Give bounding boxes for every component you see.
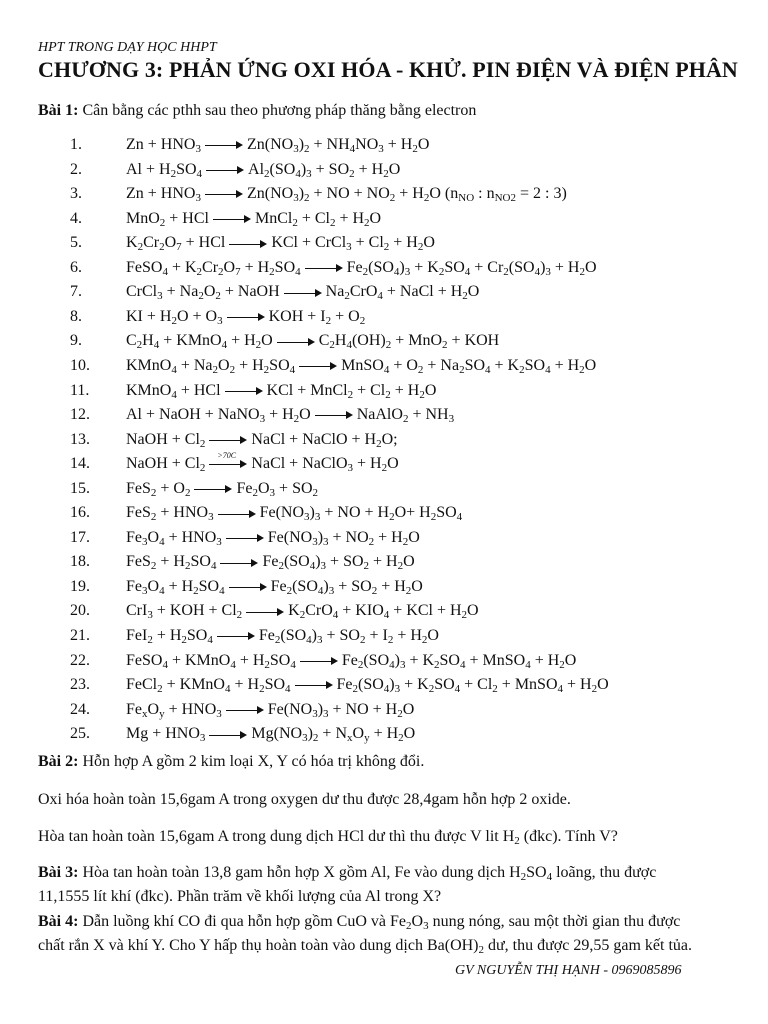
exercise-4-line2-b: dư, thu được 29,55 gam kết tủa.	[484, 937, 692, 954]
equation-number: 2.	[70, 160, 82, 178]
equation-text	[126, 725, 415, 743]
reaction-arrow-icon	[206, 165, 244, 175]
formula-text: $Na_2CrO_4$ + NaCl + $H_2O$	[325, 283, 480, 303]
reaction-arrow-icon	[226, 533, 264, 543]
formula-text: $FeS_2 + H_2SO_4$	[126, 553, 217, 573]
formula-text: $Fe(NO_3)_3 + NO_2 + H_2O$	[267, 528, 420, 548]
formula-text: FeSO$_4$ + KMnO$_4$ + $H_2SO_4$	[126, 651, 296, 671]
equation-number: 10.	[70, 356, 90, 374]
formula-text: $FeI_2 + H_2SO_4$	[126, 627, 213, 646]
equation-number: 3.	[70, 185, 82, 203]
equation-text	[126, 652, 576, 670]
equation-text	[126, 234, 435, 252]
equation-text	[126, 161, 400, 179]
reaction-arrow-icon	[229, 239, 267, 249]
reaction-arrow-icon	[229, 582, 267, 592]
reaction-arrow-icon	[305, 263, 343, 273]
chapter-title: CHƯƠNG 3: PHẢN ỨNG OXI HÓA - KHỬ. PIN ĐIỆN VÀ ĐIỆN PHÂN	[38, 57, 738, 82]
equation-number: 1.	[70, 136, 82, 153]
exercise-2-line3-a: Hòa tan hoàn toàn 15,6gam A trong dung dịch HCl dư thì thu được V lit H	[38, 828, 515, 845]
equation-text	[126, 529, 420, 547]
formula-text: $Zn(NO_3)_2$ + NO + $NO_2 + H_2O$ ($n_{NO}$ : $n_{NO2} = 2$ : 3)	[246, 185, 567, 205]
formula-text: MnO$_2$ + HCl	[126, 209, 209, 229]
equation-number: 14.	[70, 455, 90, 473]
equation-text	[126, 701, 414, 719]
reaction-arrow-icon	[205, 189, 243, 199]
exercise-4-line2-sub: 2	[478, 944, 484, 956]
equation-number: 11.	[70, 381, 90, 399]
reaction-arrow-icon	[220, 558, 258, 568]
equation-text	[126, 283, 479, 301]
formula-text: $Fe_2(SO_4)_3 + K_2SO_4 + Cr_2(SO_4)_3 + H_2O$	[346, 258, 597, 278]
formula-text: $Zn(NO_3)_2 + NH_4NO_3 + H_2O$	[246, 136, 430, 155]
header-note: HPT TRONG DẠY HỌC HHPT	[38, 40, 217, 55]
equation-text	[126, 406, 454, 424]
equation-text	[126, 451, 399, 475]
reaction-arrow-icon	[194, 484, 232, 494]
equation-number: 22.	[70, 651, 90, 669]
equation-number: 6.	[70, 258, 82, 276]
equation-text	[126, 308, 365, 326]
reaction-arrow-icon	[284, 288, 322, 298]
exercise-2-line2: Oxi hóa hoàn toàn 15,6gam A trong oxygen dư thu được 28,4gam hỗn hợp 2 oxide.	[38, 791, 571, 808]
equation-number: 20.	[70, 602, 90, 620]
exercise-4-line2	[38, 933, 692, 959]
formula-text: $Fe_2O_3 + SO_2$	[236, 479, 319, 499]
equation-text	[126, 382, 436, 400]
exercise-4-line2-a: chất rắn X và khí Y. Cho Y hấp thụ hoàn toàn vào dung dịch Ba(OH)	[38, 937, 479, 954]
formula-text: $K_2CrO_4 + KIO_4$ + KCl + $H_2O$	[288, 602, 479, 622]
reaction-arrow-icon	[225, 386, 263, 396]
equation-number: 17.	[70, 528, 90, 546]
formula-text: NaCl + NaClO + $H_2O$;	[251, 430, 398, 450]
exercise-3-line1-a: Hòa tan hoàn toàn 13,8 gam hỗn hợp X gồm Al, Fe vào dung dịch H	[78, 864, 521, 881]
reaction-arrow-icon	[209, 730, 247, 740]
exercise-3-prompt	[38, 860, 656, 886]
exercise-3-line1-b: SO	[526, 864, 547, 881]
exercise-2-label: Bài 2:	[38, 753, 79, 770]
equation-text	[126, 627, 439, 645]
exercise-1-label: Bài 1:	[38, 102, 79, 119]
formula-text: KOH + $I_2 + O_2$	[268, 307, 366, 327]
formula-text: $FeS_2 + HNO_3$	[126, 504, 214, 524]
reaction-arrow-icon	[213, 214, 251, 224]
reaction-arrow-icon	[315, 410, 353, 420]
formula-text: NaOH + $Cl_2$	[126, 455, 206, 475]
exercise-1-prompt	[38, 102, 476, 120]
equation-text	[126, 602, 479, 620]
exercise-2-line3	[38, 824, 618, 850]
formula-text: CrI$_3$ + KOH + $Cl_2$	[126, 602, 243, 622]
equation-number: 7.	[70, 283, 82, 301]
exercise-1-text: Cân bằng các pthh sau theo phương pháp thăng bằng electron	[78, 102, 477, 119]
reaction-arrow-icon	[300, 656, 338, 666]
reaction-arrow-icon	[209, 435, 247, 445]
exercise-3-line1-c: loãng, thu được	[552, 864, 657, 881]
exercise-2-line3-b: (đkc). Tính V?	[519, 828, 618, 845]
formula-text: NaCl + NaClO$_3$ + $H_2O$	[251, 455, 399, 475]
formula-text: MnSO$_4$ + $O_2 + Na_2SO_4 + K_2SO_4 + H_2O$	[341, 356, 597, 376]
formula-text: $Fe(NO_3)_3$ + NO + $H_2O$	[267, 700, 415, 720]
equation-text	[126, 210, 381, 228]
formula-text: $Fe(NO_3)_3$ + NO + $H_2O+ H_2SO_4$	[259, 504, 463, 524]
formula-text: $K_2Cr_2O_7$ + HCl	[126, 234, 226, 254]
exercise-3-sub2: 4	[546, 871, 553, 883]
exercise-4-label: Bài 4:	[38, 913, 79, 930]
formula-text: $Fe_xO_y + HNO_3$	[126, 700, 222, 720]
exercise-2-line3-sub: 2	[514, 835, 520, 847]
exercise-4-line1-c: nung nóng, sau một thời gian thu được	[428, 913, 681, 930]
author-footer: GV NGUYỄN THỊ HẠNH - 0969085896	[455, 963, 682, 978]
equation-text	[126, 259, 597, 277]
formula-text: KMnO$_4$ + $Na_2O_2 + H_2SO_4$	[126, 356, 296, 376]
equation-text	[126, 136, 429, 154]
equation-number: 24.	[70, 700, 90, 718]
formula-text: $Zn + HNO_3$	[126, 136, 201, 155]
formula-text: Al + NaOH + NaNO$_3$ + $H_2O$	[126, 406, 311, 426]
equation-text	[126, 480, 318, 498]
equation-number: 12.	[70, 406, 90, 424]
formula-text: NaOH + $Cl_2$	[126, 430, 206, 450]
equation-text	[126, 357, 596, 375]
equation-number: 4.	[70, 209, 82, 227]
equation-text	[126, 332, 499, 350]
formula-text: $Fe_3O_4 + H_2SO_4$	[126, 577, 225, 597]
exercise-3-line2: 11,1555 lít khí (đkc). Phần trăm về khối lượng của Al trong X?	[38, 888, 442, 905]
exercise-4-sub1: 2	[406, 920, 412, 932]
formula-text: $C_2H_4$ + KMnO$_4$ + $H_2O$	[126, 332, 273, 352]
formula-text: KMnO$_4$ + HCl	[126, 381, 221, 401]
reaction-arrow-icon	[227, 312, 265, 322]
reaction-arrow-icon	[277, 337, 315, 347]
reaction-arrow-icon	[295, 680, 333, 690]
formula-text: KCl + CrCl$_3$ + $Cl_2 + H_2O$	[271, 234, 435, 254]
formula-text: $Mg + HNO_3$	[126, 725, 206, 745]
exercise-4-line1-b: O	[411, 913, 424, 930]
reaction-arrow-icon	[217, 631, 255, 641]
equation-number: 23.	[70, 676, 90, 694]
formula-text: FeSO$_4$ + $K_2Cr_2O_7 + H_2SO_4$	[126, 258, 301, 278]
formula-text: KI + $H_2O + O_3$	[126, 307, 223, 327]
formula-text: CrCl$_3$ + $Na_2O_2$ + NaOH	[126, 283, 280, 303]
equation-text	[126, 504, 462, 522]
formula-text: $Fe_2(SO_4)_3 + K_2SO_4 + Cl_2$ + MnSO$_4$ + $H_2O$	[336, 676, 609, 696]
formula-text: $Al_2(SO_4)_3 + SO_2 + H_2O$	[248, 160, 401, 180]
formula-text: MnCl$_2$ + $Cl_2 + H_2O$	[254, 209, 382, 229]
equation-number: 9.	[70, 332, 82, 350]
equation-number: 21.	[70, 627, 90, 644]
exercise-3-label: Bài 3:	[38, 864, 79, 881]
equation-number: 13.	[70, 430, 90, 448]
formula-text: FeCl$_2$ + KMnO$_4$ + $H_2SO_4$	[126, 676, 291, 696]
formula-text: $Fe_2(SO_4)_3 + SO_2 + H_2O$	[262, 553, 415, 573]
equation-text	[126, 431, 398, 449]
formula-text: $C_2H_4(OH)_2 + MnO_2$ + KOH	[318, 332, 500, 352]
equation-number: 15.	[70, 479, 90, 497]
formula-text: $Al + H_2SO_4$	[126, 160, 203, 180]
equation-number: 8.	[70, 307, 82, 325]
exercise-4-line1-a: Dẫn luồng khí CO đi qua hỗn hợp gồm CuO và Fe	[78, 913, 407, 930]
equation-number: 5.	[70, 234, 82, 252]
reaction-arrow-icon	[226, 705, 264, 715]
equation-text	[126, 185, 567, 203]
reaction-arrow-icon	[205, 140, 243, 150]
equation-text	[126, 553, 415, 571]
reaction-arrow-icon	[218, 509, 256, 519]
reaction-condition: >70C	[217, 451, 237, 461]
reaction-arrow-icon	[246, 607, 284, 617]
formula-text: KCl + MnCl$_2$ + $Cl_2 + H_2O$	[266, 381, 437, 401]
reaction-arrow-icon	[209, 451, 247, 469]
formula-text: NaAlO$_2$ + $NH_3$	[356, 406, 455, 426]
exercise-2-prompt	[38, 749, 424, 775]
formula-text: $Mg(NO_3)_2 + N_xO_y + H_2O$	[251, 725, 416, 745]
equation-text	[126, 578, 423, 596]
formula-text: $Fe_2(SO_4)_3 + SO_2 + H_2O$	[270, 577, 423, 597]
formula-text: $FeS_2 + O_2$	[126, 479, 191, 499]
formula-text: $Fe_2(SO_4)_3 + SO_2 + I_2 + H_2O$	[258, 627, 439, 646]
exercise-2-line1: Hỗn hợp A gồm 2 kim loại X, Y có hóa trị không đổi.	[78, 753, 425, 770]
equation-number: 18.	[70, 553, 90, 571]
equation-text	[126, 676, 609, 694]
exercise-4-sub2: 3	[423, 920, 429, 932]
exercise-3-sub1: 2	[520, 871, 527, 883]
formula-text: $Zn + HNO_3$	[126, 185, 201, 205]
equation-number: 16.	[70, 504, 90, 522]
equation-number: 25.	[70, 725, 90, 743]
formula-text: $Fe_3O_4 + HNO_3$	[126, 528, 222, 548]
reaction-arrow-icon	[299, 361, 337, 371]
formula-text: $Fe_2(SO_4)_3 + K_2SO_4$ + MnSO$_4$ + $H_2O$	[341, 651, 577, 671]
exercise-4-prompt	[38, 909, 680, 935]
equation-number: 19.	[70, 577, 90, 595]
